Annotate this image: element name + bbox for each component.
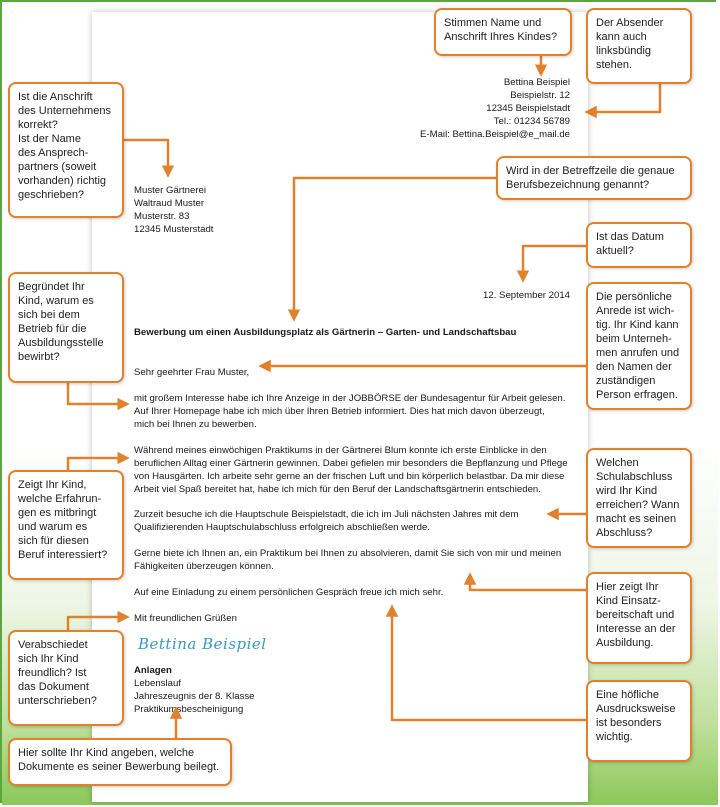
note-name-address: Stimmen Name und Anschrift Ihres Kindes? xyxy=(434,8,572,56)
arrow-reason xyxy=(68,383,126,404)
letter-subject: Bewerbung um einen Ausbildungsplatz als Gärtnerin – Garten- und Landschaftsbau xyxy=(134,327,517,338)
arrow-signed xyxy=(68,617,126,630)
sender-address: Bettina Beispiel Beispielstr. 12 12345 Beispielstadt Tel.: 01234 56789 E-Mail: Bettina.Beispiel@e_mail.de xyxy=(420,77,570,140)
note-signed: Verabschiedet sich Ihr Kind freundlich? Ist das Dokument unterschrieben? xyxy=(8,630,124,726)
note-sender-align: Der Absender kann auch linksbündig stehen. xyxy=(586,8,692,84)
arrow-commitment xyxy=(470,576,586,590)
letter-salutation: Sehr geehrter Frau Muster, xyxy=(134,367,250,378)
arrow-sender-align xyxy=(588,84,660,112)
note-reason: Begründet Ihr Kind, warum es sich bei dem Betrieb für die Ausbildungsstelle bewirbt? xyxy=(8,272,124,383)
arrow-polite xyxy=(392,608,586,720)
note-experience: Zeigt Ihr Kind, welche Erfahrun- gen es mitbringt und warum es sich für diesen Beruf interessiert? xyxy=(8,470,124,580)
note-polite: Eine höfliche Ausdrucksweise ist besonders wichtig. xyxy=(586,680,692,762)
signature: Bettina Beispiel xyxy=(138,635,267,653)
arrow-subject-line xyxy=(294,178,496,318)
attachments-title: Anlagen xyxy=(134,665,172,676)
letter-paragraph-3: Zurzeit besuche ich die Hauptschule Beispielstadt, die ich im Juli nächsten Jahres mit dem Qualifizierenden Hauptschulabschluss erfolgreich abschließen werde. xyxy=(134,509,519,533)
letter-paragraph-4: Gerne biete ich Ihnen an, ein Praktikum bei Ihnen zu absolvieren, damit Sie sich von mir und meinen Fähigkeiten überzeugen können. xyxy=(134,548,562,572)
letter-paragraph-2: Während meines einwöchigen Praktikums in der Gärtnerei Blum konnte ich erste Einblicke in den beruflichen Alltag einer Gärtnerin gewinnen. Dabei gefielen mir besonders die Bepflanzung und Pflege von Hausgärten. Ich arbeite sehr gerne an der frischen Luft und bin körperlich belastbar. Da mir diese Arbeit viel Spaß bereitet hat, habe ich mich für den Beruf der Landschaftsgärtnerin entschieden. xyxy=(134,445,568,495)
note-date: Ist das Datum aktuell? xyxy=(586,222,692,268)
recipient-address: Muster Gärtnerei Waltraud Muster Musterstr. 83 12345 Musterstadt xyxy=(134,185,214,235)
note-commitment: Hier zeigt Ihr Kind Einsatz- bereitschaft und Interesse an der Ausbildung. xyxy=(586,572,692,664)
arrow-experience xyxy=(68,458,126,470)
note-company-address: Ist die Anschrift des Unternehmens korrekt? Ist der Name des Ansprech- partners (soweit vorhanden) richtig geschrieben? xyxy=(8,82,124,218)
letter-paragraph-1: mit großem Interesse habe ich Ihre Anzeige in der JOBBÖRSE der Bundesagentur für Arbeit gelesen. Auf Ihrer Homepage habe ich mich über Ihren Betrieb informiert. Dies hat mich davon überzeugt, mich bei Ihnen zu bewerben. xyxy=(134,393,566,430)
letter-paragraph-5: Auf eine Einladung zu einem persönlichen Gespräch freue ich mich sehr. xyxy=(134,587,444,598)
letter-date: 12. September 2014 xyxy=(483,290,570,301)
attachments-list: Lebenslauf Jahreszeugnis der 8. Klasse Praktikumsbescheinigung xyxy=(134,678,255,715)
note-school: Welchen Schulabschluss wird Ihr Kind erreichen? Wann macht es seinen Abschluss? xyxy=(586,448,692,548)
note-documents: Hier sollte Ihr Kind angeben, welche Dokumente es seiner Bewerbung beilegt. xyxy=(8,738,232,786)
note-salutation: Die persönliche Anrede ist wich- tig. Ihr Kind kann beim Unterneh- men anrufen und den Namen der zuständigen Person erfragen. xyxy=(586,282,692,410)
note-subject-line: Wird in der Betreffzeile die genaue Berufsbezeichnung genannt? xyxy=(496,156,692,200)
letter-closing: Mit freundlichen Grüßen xyxy=(134,613,237,624)
arrow-company-address xyxy=(124,140,168,174)
arrow-date xyxy=(523,246,586,279)
